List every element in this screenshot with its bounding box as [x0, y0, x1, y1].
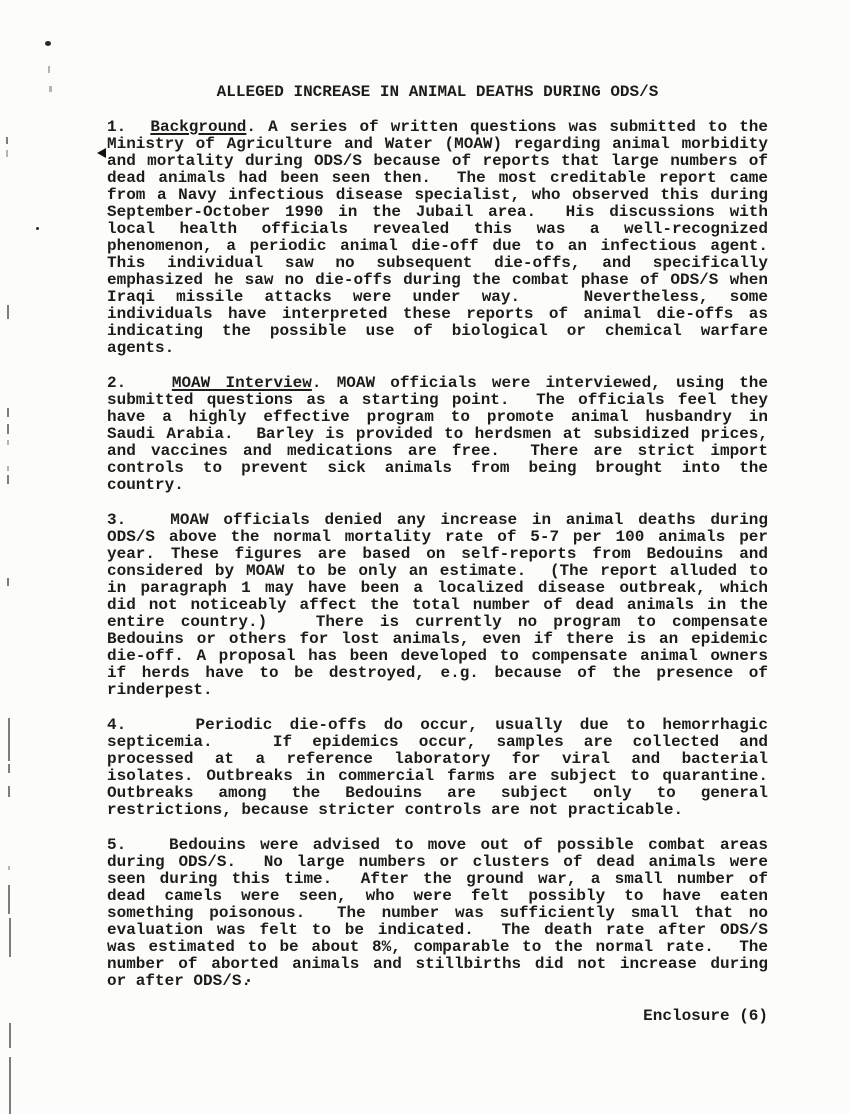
text-run: Ministry of Agriculture and Water (MOAW) regarding animal morbidity: [107, 135, 768, 153]
text-line: [107, 597, 768, 614]
edge-line: [7, 440, 9, 445]
text-line: [107, 854, 768, 871]
text-run: if herds have to be destroyed, e.g. because of the presence of: [107, 664, 768, 682]
text-run: phenomenon, a periodic animal die-off due to an infectious agent.: [107, 237, 768, 255]
text-line: [107, 477, 768, 494]
edge-line: [7, 466, 9, 471]
text-line: [107, 614, 768, 631]
text-run: did not noticeably affect the total number of dead animals in the: [107, 596, 768, 614]
text-line: [107, 631, 768, 648]
text-run: This individual saw no subsequent die-offs, and specifically: [107, 254, 768, 272]
text-line: [107, 221, 768, 238]
text-run: . MOAW officials were interviewed, using the: [311, 374, 768, 392]
text-line: [107, 956, 768, 973]
text-run: emphasized he saw no die-offs during the combat phase of ODS/S when: [107, 271, 768, 289]
text-line: [107, 888, 768, 905]
text-run: and mortality during ODS/S because of reports that large numbers of: [107, 152, 768, 170]
text-line: [107, 648, 768, 665]
edge-line: [7, 408, 9, 417]
text-line: [107, 153, 768, 170]
text-run: was estimated to be about 8%, comparable to the normal rate. The: [107, 938, 768, 956]
text-run: or after ODS/S.: [107, 972, 252, 990]
enclosure-label: Enclosure (6): [643, 1007, 768, 1025]
text-line: [107, 409, 768, 426]
text-line: [107, 238, 768, 255]
text-run: in paragraph 1 may have been a localized disease outbreak, which: [107, 579, 768, 597]
text-run: number of aborted animals and stillbirths did not increase during: [107, 955, 768, 973]
text-run: 2.: [107, 374, 172, 392]
text-line: [107, 443, 768, 460]
edge-line: [8, 718, 10, 761]
text-run: agents.: [107, 339, 175, 357]
text-line: [107, 939, 768, 956]
paragraph-3: [107, 512, 768, 699]
text-run: entire country.) There is currently no program to compensate: [107, 613, 768, 631]
text-line: [107, 563, 768, 580]
text-run: processed at a reference laboratory for viral and bacterial: [107, 750, 768, 768]
text-run: ODS/S above the normal mortality rate of 5-7 per 100 animals per: [107, 528, 768, 546]
text-run: Outbreaks among the Bedouins are subject only to general: [107, 784, 768, 802]
text-line: [107, 460, 768, 477]
document-content: [107, 84, 768, 1025]
text-line: [107, 306, 768, 323]
text-line: [107, 340, 768, 357]
text-run: indicating the possible use of biological or chemical warfare: [107, 322, 768, 340]
text-run: submitted questions as a starting point. The officials feel they: [107, 391, 768, 409]
text-run: 1.: [107, 118, 151, 136]
underlined-heading: Background: [150, 118, 247, 136]
text-run: restrictions, because stricter controls are not practicable.: [107, 801, 684, 819]
text-line: [107, 170, 768, 187]
edge-line: [8, 866, 10, 870]
text-line: [107, 512, 768, 529]
edge-line: [8, 764, 10, 773]
ink-speck: [36, 227, 39, 230]
text-run: rinderpest.: [107, 681, 213, 699]
text-run: something poisonous. The number was sufficiently small that no: [107, 904, 768, 922]
text-line: [107, 136, 768, 153]
text-run: local health officials revealed this was a well-recognized: [107, 220, 768, 238]
ink-speck: [48, 66, 50, 73]
text-line: [107, 768, 768, 785]
edge-line: [9, 1023, 11, 1048]
ink-blotch: [97, 148, 106, 158]
text-line: [107, 802, 768, 819]
ink-speck: [45, 41, 51, 46]
text-run: September-October 1990 in the Jubail area. His discussions with: [107, 203, 768, 221]
text-run: septicemia. If epidemics occur, samples are collected and: [107, 733, 768, 751]
paragraph-2: [107, 375, 768, 494]
paragraph-4: [107, 717, 768, 819]
text-run: individuals have interpreted these reports of animal die-offs as: [107, 305, 768, 323]
paragraph-1: [107, 119, 768, 357]
text-line: [107, 289, 768, 306]
document-title: ALLEGED INCREASE IN ANIMAL DEATHS DURING ODS/S: [216, 83, 659, 101]
text-line: [107, 529, 768, 546]
text-run: dead animals had been seen then. The most creditable report came: [107, 169, 768, 187]
text-line: [107, 255, 768, 272]
text-run: controls to prevent sick animals from being brought into the: [107, 459, 768, 477]
text-run: 3. MOAW officials denied any increase in animal deaths during: [107, 511, 768, 529]
text-line: [107, 871, 768, 888]
text-line: [107, 837, 768, 854]
text-run: evaluation was felt to be indicated. The death rate after ODS/S: [107, 921, 768, 939]
text-run: dead camels were seen, who were felt possibly to have eaten: [107, 887, 768, 905]
text-line: [107, 734, 768, 751]
text-run: Bedouins or others for lost animals, even if there is an epidemic: [107, 630, 768, 648]
text-line: [107, 665, 768, 682]
text-run: isolates. Outbreaks in commercial farms are subject to quarantine.: [107, 767, 768, 785]
paragraph-5: [107, 837, 768, 990]
edge-line: [7, 305, 9, 319]
text-line: [107, 751, 768, 768]
text-run: seen during this time. After the ground war, a small number of: [107, 870, 768, 888]
underlined-heading: MOAW Interview: [171, 374, 312, 392]
text-run: during ODS/S. No large numbers or clusters of dead animals were: [107, 853, 768, 871]
text-run: 5. Bedouins were advised to move out of possible combat areas: [107, 836, 768, 854]
text-line: [107, 682, 768, 699]
text-line: [107, 375, 768, 392]
text-run: . A series of written questions was submitted to the: [246, 118, 769, 136]
edge-line: [8, 786, 10, 797]
text-line: [107, 204, 768, 221]
edge-line: [9, 1057, 11, 1114]
text-line: [107, 119, 768, 136]
text-line: [107, 546, 768, 563]
text-run: Saudi Arabia. Barley is provided to herdsmen at subsidized prices,: [107, 425, 768, 443]
text-run: have a highly effective program to promote animal husbandry in: [107, 408, 768, 426]
document-body: [107, 119, 768, 990]
text-run: and vaccines and medications are free. There are strict import: [107, 442, 768, 460]
edge-line: [7, 578, 9, 586]
text-run: die-off. A proposal has been developed to compensate animal owners: [107, 647, 768, 665]
text-run: considered by MOAW to be only an estimate. (The report alluded to: [107, 562, 768, 580]
edge-line: [9, 918, 11, 957]
text-line: [107, 426, 768, 443]
text-line: [107, 785, 768, 802]
text-line: [107, 272, 768, 289]
text-run: 4. Periodic die-offs do occur, usually due to hemorrhagic: [107, 716, 768, 734]
text-run: Iraqi missile attacks were under way. Nevertheless, some: [107, 288, 768, 306]
text-line: [107, 922, 768, 939]
text-run: country.: [107, 476, 184, 494]
text-line: [107, 323, 768, 340]
text-run: year. These figures are based on self-reports from Bedouins and: [107, 545, 768, 563]
edge-line: [6, 150, 8, 157]
text-line: [107, 187, 768, 204]
ink-speck: [49, 86, 52, 92]
text-line: [107, 580, 768, 597]
edge-line: [8, 885, 10, 914]
text-line: [107, 973, 768, 990]
edge-line: [7, 424, 9, 434]
text-line: [107, 717, 768, 734]
text-line: [107, 905, 768, 922]
edge-line: [6, 137, 8, 144]
edge-line: [7, 475, 9, 484]
text-line: [107, 392, 768, 409]
text-run: from a Navy infectious disease specialist, who observed this during: [107, 186, 768, 204]
